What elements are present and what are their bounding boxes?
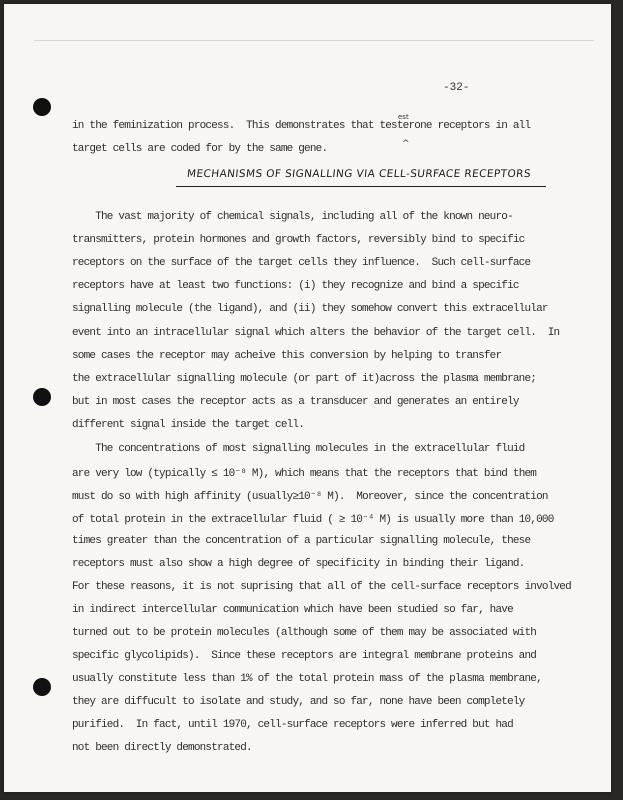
punch-hole <box>33 388 51 406</box>
text-line: target cells are coded for by the same gene. <box>72 143 328 155</box>
text-line: The vast majority of chemical signals, including all of the known neuro- <box>72 211 513 223</box>
text-line: in indirect intercellular communication which have been studied so far, have <box>72 604 513 616</box>
text-line: not been directly demonstrated. <box>72 742 252 754</box>
text-line: must do so with high affinity (usually≥10⁻⁸ M). Moreover, since the concentration <box>72 491 548 503</box>
text-line: The concentrations of most signalling molecules in the extracellular fluid <box>72 443 525 455</box>
text-line: turned out to be protein molecules (although some of them may be associated with <box>72 627 537 639</box>
text-line: in the feminization process. This demonstrates that testerone receptors in all <box>72 120 531 132</box>
text-line: of total protein in the extracellular fluid ( ≥ 10⁻⁴ M) is usually more than 10,000 <box>72 514 554 526</box>
text-line: signalling molecule (the ligand), and (ii) they somehow convert this extracellular <box>72 303 548 316</box>
text-line: but in most cases the receptor acts as a transducer and generates an entirely <box>72 395 519 408</box>
text-line: usually constitute less than 1% of the total protein mass of the plasma membrane, <box>72 673 542 685</box>
text-line: event into an intracellular signal which alters the behavior of the target cell. In <box>72 326 560 339</box>
insert-caret: ^ <box>402 139 410 149</box>
heading-underline <box>176 186 546 187</box>
section-heading: MECHANISMS OF SIGNALLING VIA CELL-SURFACE RECEPTORS <box>186 168 532 180</box>
text-line: receptors have at least two functions: (i) they recognize and bind a specific <box>72 280 519 293</box>
text-line: different signal inside the target cell. <box>72 418 305 431</box>
text-line: the extracellular signalling molecule (or part of it)across the plasma membrane; <box>72 372 537 385</box>
text-line: they are diffucult to isolate and study, and so far, none have been completely <box>72 696 525 708</box>
text-line: purified. In fact, until 1970, cell-surface receptors were inferred but had <box>72 719 513 731</box>
punch-hole <box>33 98 51 116</box>
text-line: specific glycolipids). Since these receptors are integral membrane proteins and <box>72 650 537 662</box>
text-line: For these reasons, it is not suprising that all of the cell-surface receptors involved <box>72 581 571 593</box>
punch-hole <box>33 678 51 696</box>
text-line: are very low (typically ≤ 10⁻⁸ M), which means that the receptors that bind them <box>72 468 537 480</box>
scan-edge-line <box>34 40 594 41</box>
text-line: transmitters, protein hormones and growth factors, reversibly bind to specific <box>72 234 525 247</box>
text-line: receptors must also show a high degree of specificity in binding their ligand. <box>72 558 525 570</box>
text-line: some cases the receptor may acheive this conversion by helping to transfer <box>72 349 502 362</box>
text-line: times greater than the concentration of a particular signalling molecule, these <box>72 535 531 547</box>
document-page <box>4 4 611 792</box>
page-number: -32- <box>443 82 470 94</box>
text-line: receptors on the surface of the target cells they influence. Such cell-surface <box>72 257 531 270</box>
handwritten-insert: est <box>398 113 409 121</box>
